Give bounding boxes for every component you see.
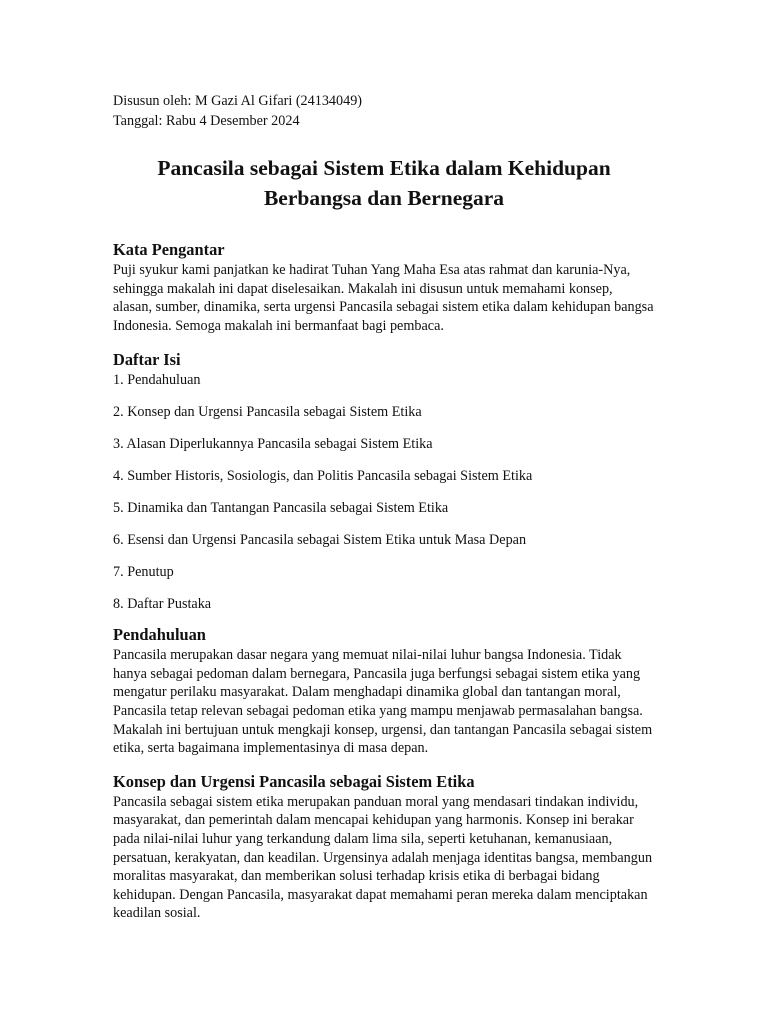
- toc-item: 1. Pendahuluan: [113, 372, 201, 389]
- daftar-isi-heading: Daftar Isi: [113, 350, 181, 370]
- date-line: Tanggal: Rabu 4 Desember 2024: [113, 113, 300, 129]
- toc-item: 7. Penutup: [113, 563, 174, 580]
- toc-item: 5. Dinamika dan Tantangan Pancasila sebagai Sistem Etika: [113, 499, 449, 516]
- daftar-isi-section: [113, 349, 655, 613]
- author-line: Disusun oleh: M Gazi Al Gifari (24134049): [113, 93, 363, 109]
- kata-pengantar-section: [113, 239, 655, 335]
- konsep-body: Pancasila sebagai sistem etika merupakan panduan moral yang mendasari tindakan individu, masyarakat, dan pemerintah dalam mencapai kehidupan yang harmonis. Konsep ini berakar pada nilai-nilai luhur yang terkandung dalam lima sila, seperti ketuhanan, kemanusiaan, persatuan, kerakyatan, dan keadilan. Urgensinya adalah menjaga identitas bangsa, membangun moralitas masyarakat, dan memberikan solusi terhadap krisis etika di berbagai bidang kehidupan. Dengan Pancasila, masyarakat dapat memahami peran mereka dalam menciptakan keadilan sosial.: [113, 793, 653, 922]
- toc-item: 3. Alasan Diperlukannya Pancasila sebagai Sistem Etika: [113, 436, 433, 453]
- document-meta: [113, 91, 655, 131]
- kata-pengantar-heading: Kata Pengantar: [113, 240, 225, 259]
- pendahuluan-heading: Pendahuluan: [113, 625, 206, 645]
- toc-item: 2. Konsep dan Urgensi Pancasila sebagai Sistem Etika: [113, 404, 422, 421]
- konsep-section: [113, 771, 655, 923]
- konsep-heading: Konsep dan Urgensi Pancasila sebagai Sistem Etika: [113, 771, 475, 791]
- toc-item: 8. Daftar Pustaka: [113, 595, 212, 612]
- table-of-contents: [113, 371, 655, 613]
- document-title: Pancasila sebagai Sistem Etika dalam Kehidupan Berbangsa dan Bernegara: [157, 156, 611, 210]
- pendahuluan-body: Pancasila merupakan dasar negara yang memuat nilai-nilai luhur bangsa Indonesia. Tidak hanya sebagai pedoman dalam bernegara, Pancasila juga berfungsi sebagai sistem etika yang mengatur perilaku masyarakat. Dalam menghadapi dinamika global dan tantangan moral, Pancasila tetap relevan sebagai pedoman etika yang mampu menjawab permasalahan bangsa. Makalah ini bertujuan untuk mengkaji konsep, urgensi, dan tantangan Pancasila sebagai sistem etika, serta bagaimana implementasinya di masa depan.: [113, 647, 653, 757]
- kata-pengantar-body: Puji syukur kami panjatkan ke hadirat Tuhan Yang Maha Esa atas rahmat dan karunia-Nya, sehingga makalah ini dapat diselesaikan. Makalah ini disusun untuk memahami konsep, alasan, sumber, dinamika, serta urgensi Pancasila sebagai sistem etika dalam kehidupan bangsa Indonesia. Semoga makalah ini bermanfaat bagi pembaca.: [113, 262, 654, 334]
- pendahuluan-section: [113, 624, 655, 758]
- toc-item: 4. Sumber Historis, Sosiologis, dan Politis Pancasila sebagai Sistem Etika: [113, 468, 533, 485]
- toc-item: 6. Esensi dan Urgensi Pancasila sebagai Sistem Etika untuk Masa Depan: [113, 531, 527, 548]
